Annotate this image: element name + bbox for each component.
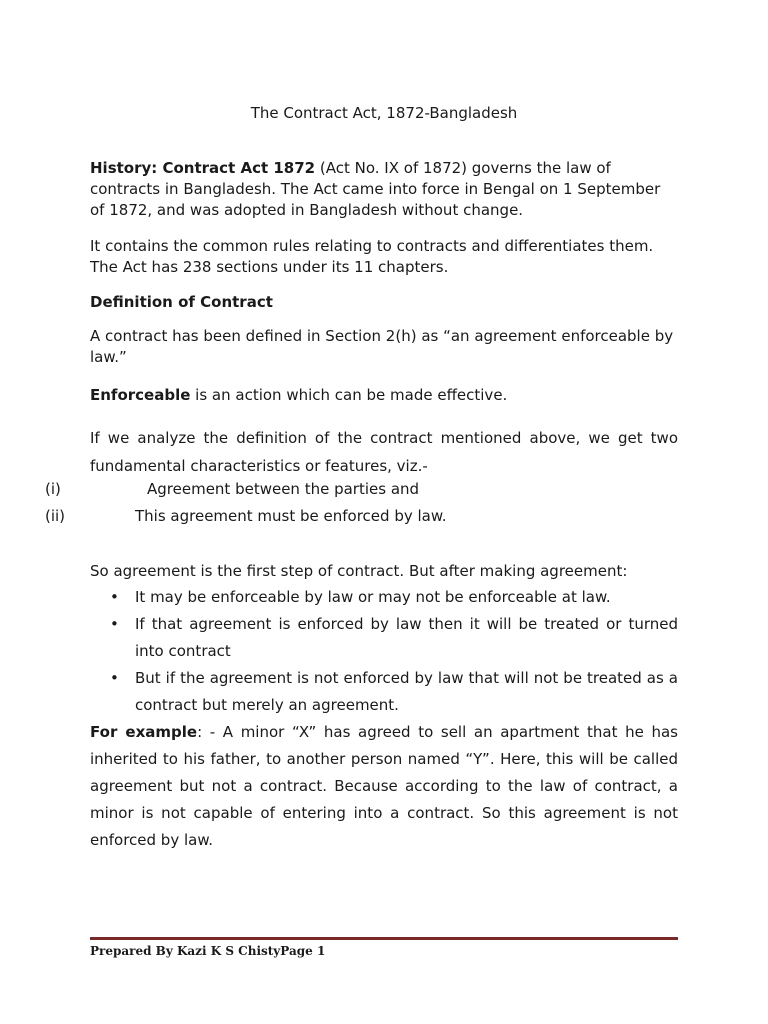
list-item [108, 611, 678, 665]
enforceable-text: is an action which can be made effective. [190, 386, 508, 404]
sections-paragraph: It contains the common rules relating to contracts and differentiates them. The Act has 238 sections under its 11 chapters. [90, 237, 654, 276]
footer-divider [90, 937, 678, 940]
document-title: The Contract Act, 1872-Bangladesh [250, 104, 518, 122]
list-item-text: But if the agreement is not enforced by law that will not be treated as a contract but merely an agreement. [135, 669, 678, 714]
numbered-item-text: This agreement must be enforced by law. [135, 507, 447, 525]
page-footer: Prepared By Kazi K S ChistyPage 1 [90, 944, 326, 958]
example-paragraph [90, 719, 678, 854]
enforceable-label: Enforceable [90, 386, 191, 404]
enforceable-paragraph [90, 385, 678, 406]
agreement-paragraph: So agreement is the first step of contract. But after making agreement: [90, 562, 628, 580]
list-item-text: If that agreement is enforced by law then it will be treated or turned into contract [135, 615, 678, 660]
definition-paragraph: A contract has been defined in Section 2(h) as “an agreement enforceable by law.” [90, 327, 674, 366]
bullet-icon: • [110, 615, 119, 633]
bullet-icon: • [110, 669, 119, 687]
list-item [108, 665, 678, 719]
history-label: History: Contract Act 1872 [90, 159, 316, 177]
numbered-item-marker: (i) [45, 480, 61, 498]
example-text: : - A minor “X” has agreed to sell an apartment that he has inherited to his father, to another person named “Y”. Here, this will be called agreement but not a contract. Because according to the law of contract, a minor is not capable of entering into a contract. So this agreement is not enforced by law. [90, 723, 678, 849]
history-text: (Act No. IX of 1872) governs the law of contracts in Bangladesh. The Act came into force in Bengal on 1 September of 1872, and was adopted in Bangladesh without change. [90, 159, 661, 219]
definition-heading: Definition of Contract [90, 293, 273, 311]
analysis-paragraph: If we analyze the definition of the contract mentioned above, we get two fundamental characteristics or features, viz.- [90, 429, 678, 475]
list-item-text: It may be enforceable by law or may not be enforceable at law. [135, 588, 611, 606]
numbered-item-marker: (ii) [45, 507, 66, 525]
list-item [108, 584, 678, 611]
history-paragraph [90, 158, 678, 221]
bullet-list [108, 584, 678, 719]
bullet-icon: • [110, 588, 119, 606]
numbered-item-text: Agreement between the parties and [147, 480, 420, 498]
example-label: For example [90, 723, 198, 741]
